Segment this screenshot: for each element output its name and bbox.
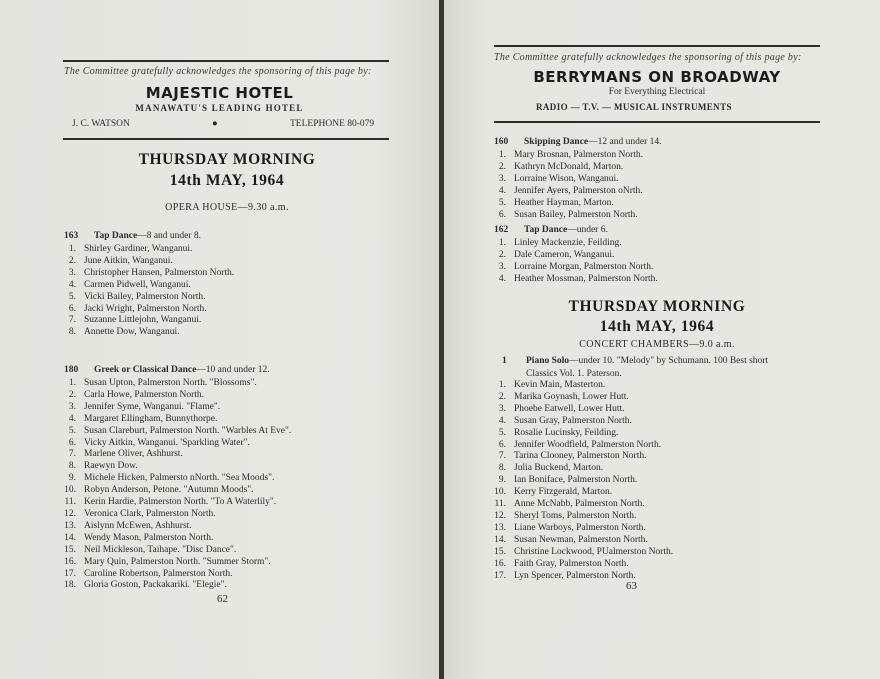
event-title: Skipping Dance	[524, 137, 589, 147]
entry-text: Susan Bailey, Palmerston North.	[514, 209, 638, 220]
entry-number: 2.	[498, 391, 506, 402]
entry-text: Marlene Oliver, Ashhurst.	[84, 449, 183, 460]
entry-number: 8.	[68, 327, 76, 338]
entry-text: Linley Mackenzie, Feilding.	[514, 238, 622, 248]
left-page	[0, 0, 439, 679]
entry-number: 15.	[494, 546, 506, 557]
list-item	[488, 571, 673, 583]
list-item	[58, 497, 291, 509]
entry-text: Jennifer Woodfield, Palmerston North.	[514, 439, 662, 450]
entry-text: Veronica Clark, Palmerston North.	[84, 508, 216, 519]
entry-text: Annette Dow, Wanganui.	[84, 327, 180, 338]
list-item	[58, 509, 291, 521]
list-item	[58, 473, 291, 485]
entry-text: Julia Buckend, Marton.	[514, 463, 604, 474]
list-item	[488, 238, 658, 250]
entry-number: 8.	[498, 463, 506, 474]
entry-text: Kevin Main, Masterton.	[514, 380, 606, 390]
list-item	[488, 210, 643, 222]
entry-text: Phoebe Eatwell, Lower Hutt.	[514, 403, 625, 414]
list-item	[58, 390, 291, 402]
list-item	[58, 268, 234, 280]
entry-number: 7.	[498, 451, 506, 462]
entry-text: Lorraine Morgan, Palmerston North.	[514, 261, 654, 272]
sponsor-tagline: MANAWATU'S LEADING HOTEL	[135, 103, 304, 113]
entry-text: Christine Lockwood, PUalmerston North.	[514, 546, 674, 557]
entry-number: 2.	[498, 249, 506, 260]
entry-text: Caroline Robertson, Palmerston North.	[84, 568, 233, 579]
entry-number: 18.	[64, 580, 76, 591]
entry-text: Robyn Anderson, Petone. "Autumn Moods".	[84, 485, 254, 496]
list-item	[58, 521, 291, 533]
event-number: 1	[502, 356, 507, 366]
page-heading-date: 14th MAY, 1964	[599, 318, 715, 335]
entry-list	[58, 378, 291, 592]
list-item	[488, 440, 673, 452]
entry-number: 4.	[68, 413, 76, 424]
list-item	[488, 463, 673, 475]
list-item	[58, 580, 291, 592]
entry-number: 17.	[494, 570, 506, 581]
venue: CONCERT CHAMBERS—9.0 a.m.	[579, 339, 735, 350]
sponsor-tagline: For Everything Electrical	[608, 87, 706, 97]
entry-number: 4.	[498, 185, 506, 196]
list-item	[488, 559, 673, 571]
list-item	[488, 535, 673, 547]
list-item	[488, 547, 673, 559]
list-item	[488, 174, 643, 186]
entry-text: Lyn Spencer, Palmerston North.	[514, 570, 636, 581]
entry-number: 6.	[68, 303, 76, 314]
list-item	[58, 461, 291, 473]
event-heading	[502, 356, 768, 366]
sponsor-bullet: ●	[212, 119, 218, 129]
sponsor-top-rule	[494, 45, 820, 47]
entry-text: June Aitkin, Wanganui.	[84, 255, 173, 266]
entry-number: 4.	[498, 415, 506, 426]
list-item	[488, 511, 673, 523]
list-item	[488, 186, 643, 198]
entry-text: Susan Clareburt, Palmerston North. "Warbles At Eve".	[84, 425, 292, 436]
sponsor-bottom-rule	[63, 138, 389, 140]
entry-text: Lorraine Wison, Wanganui.	[514, 173, 619, 184]
sponsor-top-rule	[63, 60, 389, 62]
event-heading	[494, 225, 608, 235]
sponsor-contact: J. C. WATSON	[72, 119, 130, 129]
list-item	[488, 451, 673, 463]
entry-number: 3.	[68, 401, 76, 412]
list-item	[58, 378, 291, 390]
sponsor-name: BERRYMANS ON BROADWAY	[533, 68, 781, 86]
entry-text: Susan Gray, Palmerston North.	[514, 415, 632, 426]
list-item	[488, 499, 673, 511]
list-item	[488, 274, 658, 286]
event-title: Piano Solo	[526, 356, 570, 366]
list-item	[488, 150, 643, 162]
entry-number: 4.	[498, 273, 506, 284]
list-item	[58, 256, 234, 268]
entry-text: Kerry Fitzgerald, Marton.	[514, 487, 613, 498]
entry-text: Susan Newman, Palmerston North.	[514, 534, 648, 545]
entry-list	[488, 380, 673, 582]
sponsor-products: RADIO — T.V. — MUSICAL INSTRUMENTS	[536, 102, 732, 112]
event-number: 180	[64, 365, 79, 375]
entry-text: Aislynn McEwen, Ashhurst.	[84, 520, 192, 531]
entry-number: 6.	[498, 439, 506, 450]
entry-number: 1.	[498, 238, 506, 248]
entry-text: Neil Mickleson, Taihape. "Disc Dance".	[84, 544, 237, 555]
entry-number: 6.	[498, 209, 506, 220]
sponsor-acknowledgement: The Committee gratefully acknowledges the sponsoring of this page by:	[494, 52, 802, 63]
entry-number: 3.	[498, 173, 506, 184]
entry-text: Christopher Hansen, Palmerston North.	[84, 267, 235, 278]
entry-number: 12.	[64, 508, 76, 519]
right-page	[444, 0, 880, 679]
event-number: 160	[494, 137, 509, 147]
entry-text: Tarina Clooney, Palmerston North.	[514, 451, 647, 462]
list-item	[488, 416, 673, 428]
event-title: Greek or Classical Dance	[94, 365, 197, 375]
list-item	[58, 244, 234, 256]
entry-number: 2.	[68, 255, 76, 266]
entry-text: Dale Cameron, Wanganui.	[514, 249, 615, 260]
list-item	[488, 487, 673, 499]
entry-number: 12.	[494, 510, 506, 521]
entry-text: Michele Hicken, Palmersto nNorth. "Sea Moods".	[84, 473, 275, 484]
entry-number: 16.	[494, 558, 506, 569]
entry-text: Heather Hayman, Marton.	[514, 197, 614, 208]
entry-number: 3.	[498, 261, 506, 272]
entry-text: Mary Brosnan, Palmerston North.	[514, 150, 644, 160]
list-item	[488, 392, 673, 404]
entry-number: 9.	[498, 475, 506, 486]
entry-text: Anne McNabb, Palmerston North.	[514, 499, 645, 510]
event-detail: —12 and under 14.	[588, 137, 662, 147]
list-item	[58, 315, 234, 327]
entry-text: Kerin Hardie, Palmerston North. "To A Waterlily".	[84, 497, 277, 508]
entry-text: Jennifer Ayers, Palmerston oNrth.	[514, 185, 643, 196]
entry-number: 5.	[68, 291, 76, 302]
event-detail: —10 and under 12.	[196, 365, 270, 375]
list-item	[58, 533, 291, 545]
sponsor-acknowledgement: The Committee gratefully acknowledges the sponsoring of this page by:	[64, 66, 372, 77]
entry-number: 7.	[68, 315, 76, 326]
event-detail: —8 and under 8.	[137, 231, 202, 241]
entry-text: Carla Howe, Palmerston North.	[84, 389, 205, 400]
sponsor-telephone: TELEPHONE 80-079	[290, 119, 375, 129]
page-heading-day: THURSDAY MORNING	[568, 298, 746, 315]
entry-text: Wendy Mason, Palmerston North.	[84, 532, 214, 543]
entry-text: Rosalie Lucinsky, Feilding.	[514, 427, 619, 438]
entry-text: Vicki Bailey, Palmerston North.	[84, 291, 206, 302]
entry-text: Faith Gray, Palmerston North.	[514, 558, 629, 569]
event-title: Tap Dance	[94, 231, 138, 241]
entry-number: 17.	[64, 568, 76, 579]
venue: OPERA HOUSE—9.30 a.m.	[165, 202, 289, 213]
entry-text: Sheryl Toms, Palmerston North.	[514, 510, 637, 521]
entry-number: 1.	[498, 150, 506, 160]
list-item	[58, 545, 291, 557]
list-item	[58, 557, 291, 569]
entry-number: 10.	[494, 487, 506, 498]
entry-number: 7.	[68, 449, 76, 460]
list-item	[58, 426, 291, 438]
entry-text: Raewyn Dow.	[84, 461, 138, 472]
entry-number: 2.	[68, 389, 76, 400]
list-item	[58, 402, 291, 414]
entry-text: Carmen Pidwell, Wanganui.	[84, 279, 191, 290]
page-heading-day: THURSDAY MORNING	[138, 151, 316, 168]
entry-number: 6.	[68, 437, 76, 448]
entry-number: 15.	[64, 544, 76, 555]
event-heading	[64, 231, 201, 241]
entry-number: 11.	[494, 499, 506, 510]
entry-text: Margaret Ellingham, Bunnythorpe.	[84, 413, 218, 424]
event-number: 163	[64, 231, 79, 241]
sponsor-bottom-rule	[494, 121, 820, 123]
entry-number: 13.	[494, 522, 506, 533]
entry-list	[58, 244, 234, 339]
entry-text: Kathryn McDonald, Marton.	[514, 161, 624, 172]
list-item	[488, 162, 643, 174]
entry-number: 3.	[68, 267, 76, 278]
list-item	[488, 380, 673, 392]
entry-number: 9.	[68, 473, 76, 484]
entry-number: 8.	[68, 461, 76, 472]
entry-number: 16.	[64, 556, 76, 567]
entry-number: 14.	[64, 532, 76, 543]
entry-number: 14.	[494, 534, 506, 545]
entry-number: 5.	[498, 427, 506, 438]
list-item	[488, 523, 673, 535]
entry-list	[488, 150, 643, 221]
entry-text: Gloria Goston, Packakariki. "Elegie".	[84, 580, 227, 591]
page-number: 63	[626, 580, 637, 592]
list-item	[58, 292, 234, 304]
event-detail: —under 10. "Melody" by Schumann. 100 Best short	[569, 356, 769, 366]
entry-text: Jennifer Syme, Wanganui. "Flame".	[84, 401, 221, 412]
entry-number: 13.	[64, 520, 76, 531]
list-item	[58, 327, 234, 339]
entry-text: Ian Boniface, Palmerston North.	[514, 475, 638, 486]
entry-list	[488, 238, 658, 286]
entry-number: 11.	[64, 497, 76, 508]
event-title: Tap Dance	[524, 225, 568, 235]
sponsor-name: MAJESTIC HOTEL	[145, 84, 294, 102]
page-heading-date: 14th MAY, 1964	[169, 172, 285, 189]
entry-number: 2.	[498, 161, 506, 172]
list-item	[58, 449, 291, 461]
entry-text: Jacki Wright, Palmerston North.	[84, 303, 207, 314]
list-item	[488, 262, 658, 274]
entry-text: Vicky Aitkin, Wanganui. 'Sparkling Water".	[84, 437, 250, 448]
entry-number: 5.	[68, 425, 76, 436]
list-item	[58, 438, 291, 450]
event-heading	[64, 365, 270, 375]
entry-text: Shirley Gardiner, Wanganui.	[84, 244, 193, 254]
list-item	[488, 250, 658, 262]
entry-text: Liane Warboys, Palmerston North.	[514, 522, 646, 533]
entry-number: 10.	[64, 485, 76, 496]
entry-number: 1.	[498, 380, 506, 390]
list-item	[488, 198, 643, 210]
list-item	[488, 404, 673, 416]
entry-text: Suzanne Littlejohn, Wanganui.	[84, 315, 202, 326]
entry-number: 5.	[498, 197, 506, 208]
entry-text: Mary Quin, Palmerston North. "Summer Storm".	[84, 556, 271, 567]
list-item	[58, 280, 234, 292]
entry-text: Marika Goynash, Lower Hutt.	[514, 391, 629, 402]
entry-text: Susan Upton, Palmerston North. "Blossoms".	[84, 378, 257, 388]
entry-number: 3.	[498, 403, 506, 414]
event-heading	[494, 137, 662, 147]
list-item	[488, 475, 673, 487]
entry-text: Heather Mossman, Palmerston North.	[514, 273, 658, 284]
event-detail-continued: Classics Vol. 1. Paterson.	[526, 369, 622, 379]
list-item	[58, 414, 291, 426]
list-item	[58, 569, 291, 581]
list-item	[58, 485, 291, 497]
page-number: 62	[217, 593, 228, 605]
event-number: 162	[494, 225, 509, 235]
event-detail: —under 6.	[567, 225, 608, 235]
list-item	[58, 304, 234, 316]
entry-number: 1.	[68, 244, 76, 254]
list-item	[488, 428, 673, 440]
entry-number: 1.	[68, 378, 76, 388]
entry-number: 4.	[68, 279, 76, 290]
